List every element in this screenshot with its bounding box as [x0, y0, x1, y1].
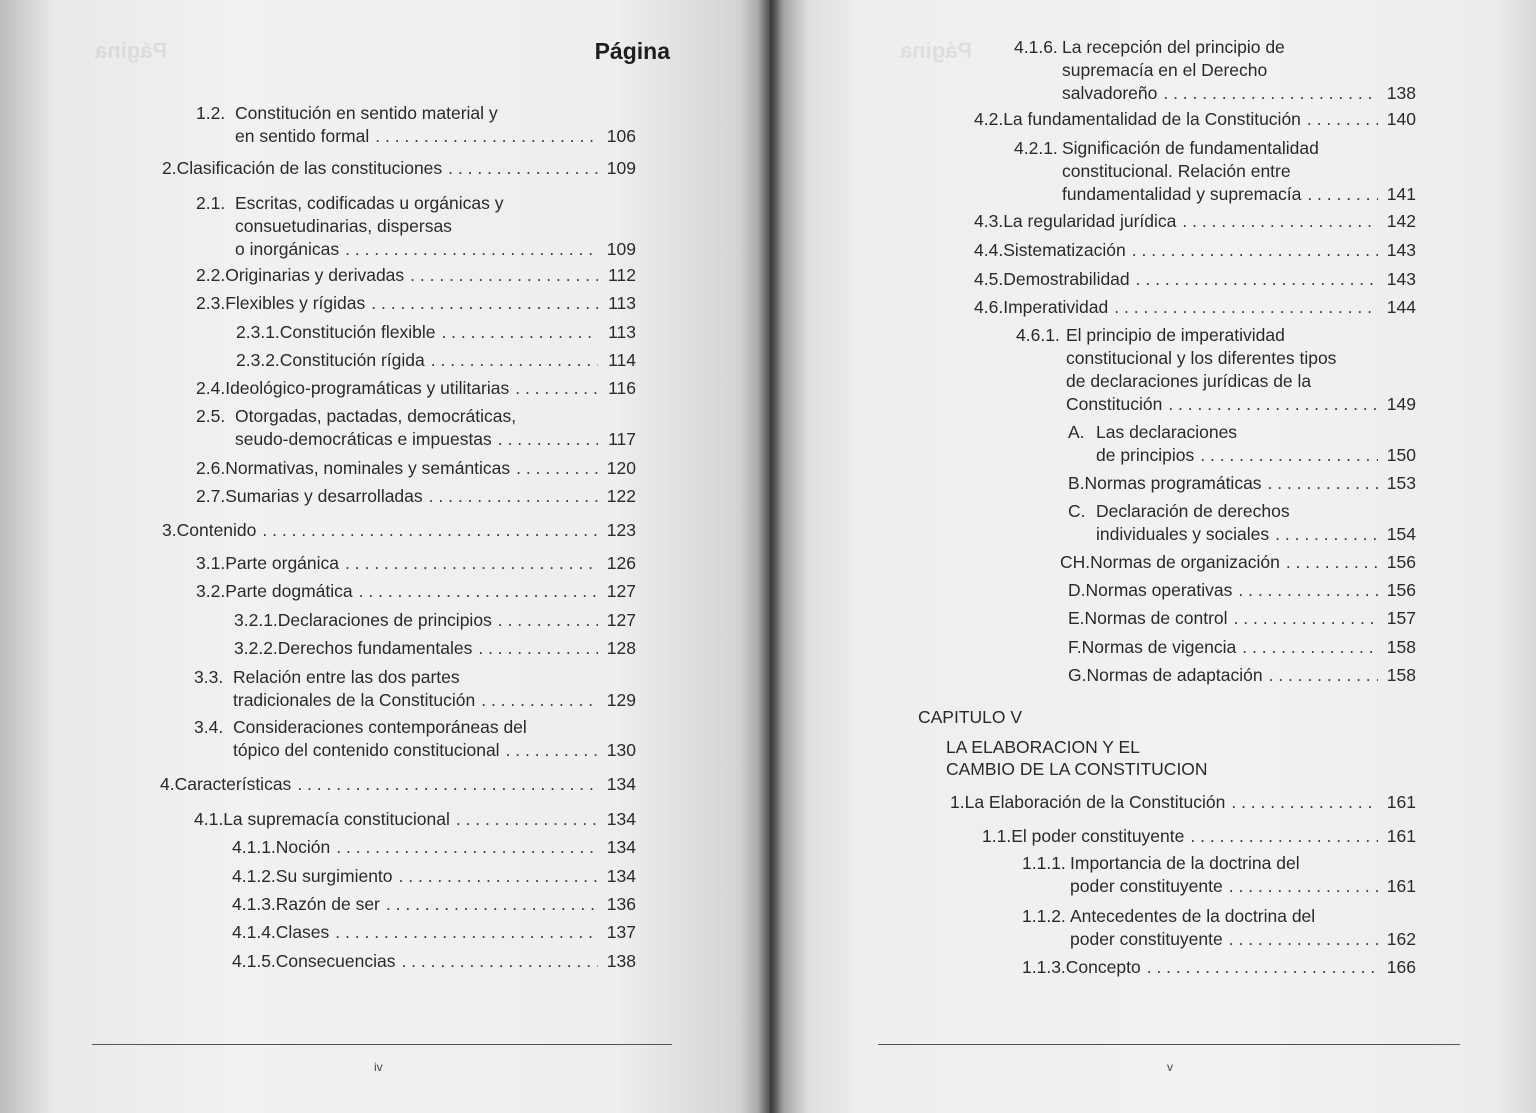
toc-entry [160, 773, 636, 796]
toc-entry-title: Significación de fundamentalidad [1062, 138, 1319, 158]
toc-page-number: 144 [1386, 297, 1416, 317]
toc-entry [1068, 664, 1416, 687]
toc-entry-title: Constitución [1066, 394, 1163, 414]
book-gutter [758, 0, 782, 1113]
toc-entry [1068, 607, 1416, 630]
dot-leader [345, 238, 598, 261]
toc-entry [196, 292, 636, 315]
dot-leader [1182, 210, 1378, 233]
toc-entry [232, 921, 636, 944]
toc-entry [974, 210, 1416, 233]
dot-leader [1200, 444, 1378, 467]
dot-leader [506, 739, 598, 762]
toc-entry [1016, 324, 1416, 416]
toc-entry-title: La recepción del principio de [1062, 37, 1285, 57]
toc-entry-title: tópico del contenido constitucional [233, 740, 500, 760]
toc-entry [1022, 956, 1416, 979]
toc-entry-number: 2.3. [196, 293, 226, 313]
toc-entry-number: 4.1.6. [1014, 37, 1058, 57]
toc-entry-title: Flexibles y rígidas [225, 293, 366, 313]
dot-leader [1238, 579, 1378, 602]
toc-entry-number: A. [1068, 422, 1085, 442]
toc-entry [974, 268, 1416, 291]
toc-entry-title: tradicionales de la Constitución [233, 690, 476, 710]
toc-entry-title: El poder constituyente [1011, 826, 1185, 846]
toc-entry-number: D. [1068, 580, 1086, 600]
toc-entry-title: consuetudinarias, dispersas [235, 216, 452, 236]
dot-leader [410, 264, 598, 287]
toc-entry-number: 1.1.3. [1022, 957, 1066, 977]
toc-page-number: 156 [1386, 552, 1416, 572]
toc-entry-title: Antecedentes de la doctrina del [1070, 906, 1316, 926]
dot-leader [1242, 636, 1378, 659]
toc-page-number: 138 [606, 951, 636, 971]
toc-page-number: 143 [1386, 269, 1416, 289]
toc-entry [982, 825, 1416, 848]
toc-entry [236, 349, 636, 372]
toc-entry-title: salvadoreño [1062, 83, 1158, 103]
toc-page-number: 126 [606, 553, 636, 573]
toc-entry-title: Consideraciones contemporáneas del [233, 717, 527, 737]
toc-entry-number: E. [1068, 608, 1085, 628]
toc-entry [1014, 36, 1416, 105]
toc-entry [194, 716, 636, 762]
toc-entry-number: 3.2. [196, 581, 226, 601]
toc-entry-number: F. [1068, 637, 1082, 657]
toc-entry-title: Constitución flexible [279, 322, 436, 342]
toc-entry-number: 2.6. [196, 458, 226, 478]
toc-entry [196, 485, 636, 508]
toc-page-number: 134 [606, 837, 636, 857]
toc-entry [234, 609, 636, 632]
toc-entry-title: Su surgimiento [275, 866, 393, 886]
toc-entry-number: 4.4. [974, 240, 1004, 260]
toc-entry-number: 2.7. [196, 486, 226, 506]
bleed-through-text: Página [900, 38, 973, 63]
toc-entry-title: en sentido formal [235, 126, 370, 146]
toc-entry-number: 4.2. [974, 109, 1004, 129]
toc-entry-title: El principio de imperatividad [1066, 325, 1285, 345]
toc-entry-title: supremacía en el Derecho [1062, 60, 1268, 80]
toc-entry-title: La regularidad jurídica [1003, 211, 1177, 231]
dot-leader [1136, 268, 1378, 291]
toc-page-number: 156 [1386, 580, 1416, 600]
toc-entry [234, 637, 636, 660]
dot-leader [1168, 393, 1378, 416]
toc-entry-title: La Elaboración de la Constitución [964, 792, 1226, 812]
toc-entry-title: Las declaraciones [1096, 422, 1238, 442]
toc-page-number: 149 [1386, 394, 1416, 414]
dot-leader [335, 921, 598, 944]
toc-page-number: 161 [1386, 792, 1416, 812]
toc-entry [162, 519, 636, 542]
chapter-label: CAPITULO V [918, 707, 1023, 727]
toc-entry-title: constitucional y los diferentes tipos [1066, 348, 1337, 368]
toc-entry-title: de principios [1096, 445, 1195, 465]
toc-entry [196, 405, 636, 451]
toc-entry-number: B. [1068, 473, 1085, 493]
dot-leader [1275, 523, 1378, 546]
dot-leader [1286, 551, 1378, 574]
toc-entry [1068, 472, 1416, 495]
toc-page-number: 109 [606, 158, 636, 178]
toc-entry-number: 4.6.1. [1016, 325, 1060, 345]
toc-entry-title: Contenido [176, 520, 257, 540]
toc-entry-title: Normas de organización [1090, 552, 1280, 572]
toc-entry-title: Declaraciones de principios [277, 610, 492, 630]
toc-entry [236, 321, 636, 344]
dot-leader [297, 773, 598, 796]
toc-entry [950, 791, 1416, 814]
dot-leader [478, 637, 598, 660]
dot-leader [1229, 928, 1378, 951]
dot-leader [1132, 239, 1378, 262]
chapter-title-line1: LA ELABORACION Y EL [946, 737, 1140, 757]
toc-entry-title: Características [174, 774, 292, 794]
toc-page-number: 117 [608, 429, 636, 449]
toc-page-number: 112 [608, 265, 636, 285]
toc-page-number: 158 [1386, 665, 1416, 685]
dot-leader [1268, 472, 1378, 495]
toc-entry-title: Relación entre las dos partes [233, 667, 460, 687]
toc-page-number: 166 [1386, 957, 1416, 977]
dot-leader [516, 457, 598, 480]
toc-entry-title: Consecuencias [275, 951, 396, 971]
toc-entry [162, 157, 636, 180]
toc-entry-number: 2.3.2. [236, 350, 280, 370]
toc-entry-title: Noción [275, 837, 331, 857]
toc-entry-title: seudo-democráticas e impuestas [235, 429, 492, 449]
toc-entry-title: Normas programáticas [1084, 473, 1262, 493]
toc-entry-title: Parte dogmática [225, 581, 353, 601]
toc-entry [1060, 551, 1416, 574]
toc-page-number: 130 [606, 740, 636, 760]
toc-entry-title: Concepto [1065, 957, 1141, 977]
toc-page-number: 116 [608, 378, 636, 398]
page-folio-right: v [1167, 1060, 1173, 1074]
footer-rule-right [878, 1044, 1460, 1045]
toc-page-number: 158 [1386, 637, 1416, 657]
toc-entry-title: Otorgadas, pactadas, democráticas, [235, 406, 517, 426]
right-page [770, 0, 1536, 1113]
dot-leader [375, 125, 598, 148]
dot-leader [401, 950, 598, 973]
page-column-header: Página [594, 38, 670, 64]
toc-page-number: 127 [606, 581, 636, 601]
toc-entry-title: Constitución rígida [279, 350, 425, 370]
toc-page-number: 109 [606, 239, 636, 259]
toc-entry [974, 296, 1416, 319]
dot-leader [448, 157, 598, 180]
toc-entry [1014, 137, 1416, 206]
toc-entry-title: poder constituyente [1070, 876, 1223, 896]
toc-entry-title: Constitución en sentido material y [235, 103, 498, 123]
toc-entry-title: o inorgánicas [235, 239, 340, 259]
toc-entry-number: 4.1.1. [232, 837, 276, 857]
dot-leader [431, 349, 598, 372]
toc-entry-number: 4.1.5. [232, 951, 276, 971]
toc-entry-title: Clases [275, 922, 330, 942]
toc-page-number: 123 [606, 520, 636, 540]
toc-entry [196, 377, 636, 400]
toc-entry-title: individuales y sociales [1096, 524, 1270, 544]
toc-page-number: 128 [606, 638, 636, 658]
toc-entry-number: 1.1.1. [1022, 853, 1066, 873]
toc-entry-number: 4.6. [974, 297, 1004, 317]
toc-entry-number: 1. [950, 792, 965, 812]
bleed-through-text: Página [95, 38, 168, 63]
toc-entry-number: 2.4. [196, 378, 226, 398]
toc-entry-title: fundamentalidad y supremacía [1062, 184, 1302, 204]
toc-page-number: 141 [1386, 184, 1416, 204]
toc-entry-number: 4.5. [974, 269, 1004, 289]
toc-entry-number: 3.3. [194, 667, 224, 687]
toc-entry-number: 4.2.1. [1014, 138, 1058, 158]
toc-entry [196, 192, 636, 261]
toc-page-number: 113 [608, 322, 636, 342]
toc-entry [1022, 852, 1416, 898]
toc-entry-title: constitucional. Relación entre [1062, 161, 1291, 181]
toc-entry [974, 239, 1416, 262]
chapter-title-line2: CAMBIO DE LA CONSTITUCION [946, 759, 1208, 779]
toc-entry-number: 2.5. [196, 406, 226, 426]
toc-page-number: 140 [1386, 109, 1416, 129]
toc-entry-title: Derechos fundamentales [277, 638, 473, 658]
dot-leader [1234, 607, 1378, 630]
page-folio-left: iv [374, 1060, 383, 1074]
toc-entry-number: 2.2. [196, 265, 226, 285]
dot-leader [498, 609, 598, 632]
toc-page-number: 161 [1386, 826, 1416, 846]
toc-entry-number: 1.2. [196, 103, 226, 123]
dot-leader [456, 808, 598, 831]
dot-leader [345, 552, 598, 575]
toc-entry-title: Sumarias y desarrolladas [225, 486, 423, 506]
toc-entry-title: Normativas, nominales y semánticas [225, 458, 511, 478]
toc-entry-number: 3. [162, 520, 177, 540]
toc-entry-number: 3.1. [196, 553, 226, 573]
toc-page-number: 143 [1386, 240, 1416, 260]
toc-entry-title: Normas de adaptación [1086, 665, 1263, 685]
toc-page-number: 137 [606, 922, 636, 942]
toc-page-number: 114 [608, 350, 636, 370]
toc-entry-title: Originarias y derivadas [225, 265, 405, 285]
toc-entry-number: 1.1.2. [1022, 906, 1066, 926]
toc-entry-number: 4.3. [974, 211, 1004, 231]
toc-page-number: 122 [606, 486, 636, 506]
toc-entry-number: CH. [1060, 552, 1091, 572]
toc-entry [1068, 500, 1416, 546]
dot-leader [1114, 296, 1378, 319]
toc-entry [1068, 636, 1416, 659]
dot-leader [1231, 791, 1378, 814]
dot-leader [1163, 82, 1378, 105]
toc-page-number: 142 [1386, 211, 1416, 231]
toc-entry-number: 3.2.1. [234, 610, 278, 630]
toc-entry [194, 808, 636, 831]
dot-leader [1307, 183, 1378, 206]
toc-entry-number: 4.1.3. [232, 894, 276, 914]
toc-page-number: 157 [1386, 608, 1416, 628]
toc-entry-title: de declaraciones jurídicas de la [1066, 371, 1312, 391]
dot-leader [429, 485, 598, 508]
toc-entry [232, 950, 636, 973]
toc-page-number: 162 [1386, 929, 1416, 949]
toc-entry-title: Normas de vigencia [1081, 637, 1237, 657]
toc-entry-number: 1.1. [982, 826, 1012, 846]
toc-page-number: 138 [1386, 83, 1416, 103]
dot-leader [1229, 875, 1378, 898]
toc-entry-title: Imperatividad [1003, 297, 1109, 317]
dot-leader [262, 519, 598, 542]
toc-entry-title: Normas de control [1084, 608, 1228, 628]
toc-entry-title: Normas operativas [1085, 580, 1233, 600]
toc-entry [196, 457, 636, 480]
toc-page-number: 150 [1386, 445, 1416, 465]
toc-entry-number: 2.1. [196, 193, 226, 213]
toc-entry [196, 264, 636, 287]
toc-page-number: 106 [606, 126, 636, 146]
toc-page-number: 127 [606, 610, 636, 630]
toc-entry-title: La fundamentalidad de la Constitución [1003, 109, 1301, 129]
toc-page-number: 153 [1386, 473, 1416, 493]
toc-entry-number: 4.1.4. [232, 922, 276, 942]
dot-leader [399, 865, 598, 888]
dot-leader [515, 377, 598, 400]
dot-leader [386, 893, 598, 916]
toc-page-number: 113 [608, 293, 636, 313]
toc-entry-number: 3.2.2. [234, 638, 278, 658]
toc-entry-title: Escritas, codificadas u orgánicas y [235, 193, 504, 213]
toc-entry-title: Declaración de derechos [1096, 501, 1290, 521]
toc-page-number: 120 [606, 458, 636, 478]
toc-entry [974, 108, 1416, 131]
toc-entry-number: 4.1.2. [232, 866, 276, 886]
toc-entry [232, 893, 636, 916]
footer-rule-left [92, 1044, 672, 1045]
toc-entry-number: 4. [160, 774, 175, 794]
dot-leader [371, 292, 598, 315]
dot-leader [498, 428, 598, 451]
toc-page-number: 134 [606, 809, 636, 829]
dot-leader [441, 321, 598, 344]
toc-page-number: 129 [606, 690, 636, 710]
toc-entry-number: 3.4. [194, 717, 224, 737]
toc-entry-title: Demostrabilidad [1003, 269, 1130, 289]
toc-page-number: 136 [606, 894, 636, 914]
toc-entry [194, 666, 636, 712]
dot-leader [481, 689, 598, 712]
toc-page-number: 134 [606, 774, 636, 794]
toc-entry [1068, 579, 1416, 602]
toc-entry-title: Ideológico-programáticas y utilitarias [225, 378, 510, 398]
toc-entry-title: Clasificación de las constituciones [176, 158, 443, 178]
dot-leader [359, 580, 598, 603]
toc-entry [232, 836, 636, 859]
toc-entry [196, 552, 636, 575]
toc-page-number: 154 [1386, 524, 1416, 544]
toc-page-number: 161 [1386, 876, 1416, 896]
toc-entry-number: 2. [162, 158, 177, 178]
dot-leader [1307, 108, 1378, 131]
toc-entry-number: G. [1068, 665, 1087, 685]
toc-entry-title: Razón de ser [275, 894, 380, 914]
toc-entry-title: Parte orgánica [225, 553, 340, 573]
toc-entry-number: C. [1068, 501, 1086, 521]
toc-entry-title: Sistematización [1003, 240, 1126, 260]
dot-leader [1269, 664, 1378, 687]
toc-entry [196, 102, 636, 148]
toc-entry-number: 4.1. [194, 809, 224, 829]
toc-entry-number: 2.3.1. [236, 322, 280, 342]
dot-leader [336, 836, 598, 859]
toc-entry-title: Importancia de la doctrina del [1070, 853, 1300, 873]
toc-entry [1068, 421, 1416, 467]
toc-entry [196, 580, 636, 603]
toc-page-number: 134 [606, 866, 636, 886]
toc-entry [232, 865, 636, 888]
toc-entry-title: La supremacía constitucional [223, 809, 450, 829]
toc-entry [1022, 905, 1416, 951]
toc-entry-title: poder constituyente [1070, 929, 1223, 949]
dot-leader [1190, 825, 1378, 848]
dot-leader [1147, 956, 1378, 979]
